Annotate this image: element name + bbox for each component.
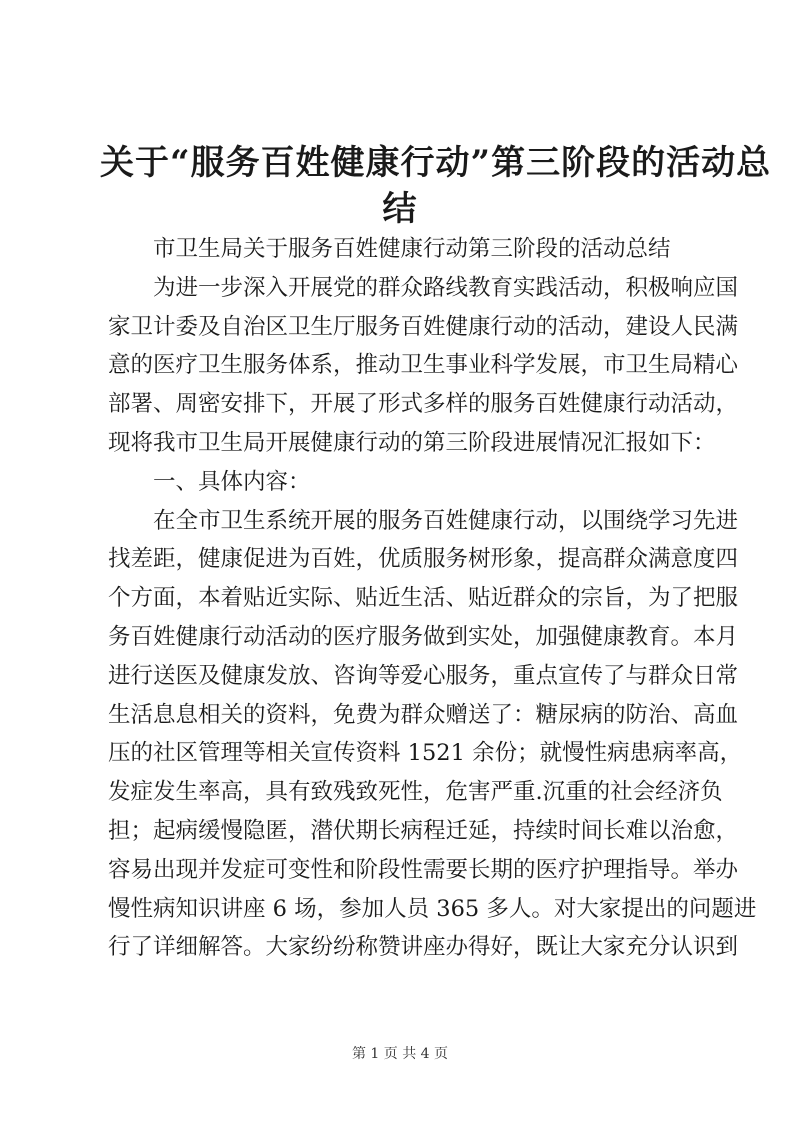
body-line: 家卫计委及自治区卫生厅服务百姓健康行动的活动，建设人民满 xyxy=(108,313,739,340)
document-body xyxy=(108,230,757,967)
body-line: 部署、周密安排下，开展了形式多样的服务百姓健康行动活动， xyxy=(108,391,739,418)
body-line: 发症发生率高，具有致残致死性，危害严重.沉重的社会经济负 xyxy=(108,779,723,806)
body-line: 现将我市卫生局开展健康行动的第三阶段进展情况汇报如下： xyxy=(108,429,716,456)
body-line: 个方面，本着贴近实际、贴近生活、贴近群众的宗旨，为了把服 xyxy=(108,585,739,612)
body-line: 在全市卫生系统开展的服务百姓健康行动，以围绕学习先进 xyxy=(153,507,739,534)
body-line: 容易出现并发症可变性和阶段性需要长期的医疗护理指导。举办 xyxy=(108,856,739,883)
body-line: 为进一步深入开展党的群众路线教育实践活动，积极响应国 xyxy=(153,274,739,301)
title-line-2: 结 xyxy=(382,189,418,229)
title-line-1: 关于“服务百姓健康行动”第三阶段的活动总 xyxy=(100,143,772,183)
body-line: 压的社区管理等相关宣传资料 1521 余份；就慢性病患病率高， xyxy=(108,740,743,767)
body-line: 生活息息相关的资料，免费为群众赠送了：糖尿病的防治、高血 xyxy=(108,701,739,728)
body-line: 担；起病缓慢隐匿，潜伏期长病程迁延，持续时间长难以治愈， xyxy=(108,817,739,844)
subtitle-line: 市卫生局关于服务百姓健康行动第三阶段的活动总结 xyxy=(153,236,671,262)
body-line: 进行送医及健康发放、咨询等爱心服务，重点宣传了与群众日常 xyxy=(108,662,739,689)
page-footer: 第 1 页 共 4 页 xyxy=(351,1046,449,1062)
body-line: 意的医疗卫生服务体系，推动卫生事业科学发展，市卫生局精心 xyxy=(108,352,739,379)
body-line: 务百姓健康行动活动的医疗服务做到实处，加强健康教育。本月 xyxy=(108,623,739,650)
body-line: 慢性病知识讲座 6 场，参加人员 365 多人。对大家提出的问题进 xyxy=(108,895,757,922)
document-title xyxy=(100,140,772,232)
body-line: 找差距，健康促进为百姓，优质服务树形象，提高群众满意度四 xyxy=(108,546,739,573)
body-line: 行了详细解答。大家纷纷称赞讲座办得好，既让大家充分认识到 xyxy=(108,934,739,961)
section-heading: 一、具体内容： xyxy=(153,468,311,495)
